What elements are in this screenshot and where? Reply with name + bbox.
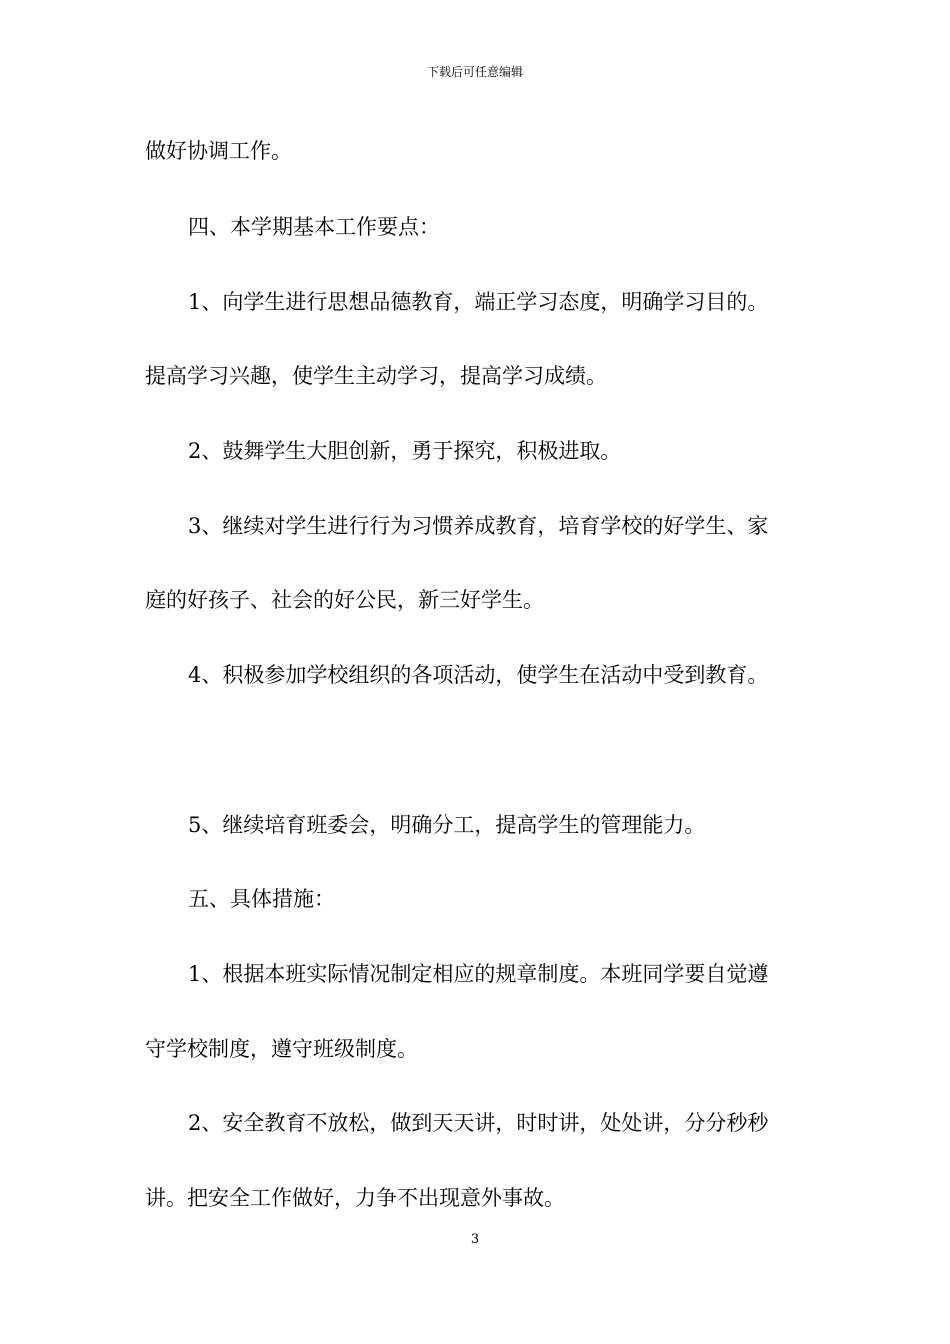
text-line: 守学校制度，遵守班级制度。 [145, 1037, 418, 1061]
text-line: 4、积极参加学校组织的各项活动，使学生在活动中受到教育。 [188, 663, 769, 687]
text-line: 3、继续对学生进行行为习惯养成教育，培育学校的好学生、家 [188, 514, 769, 538]
text-line: 2、安全教育不放松，做到天天讲，时时讲，处处讲，分分秒秒 [188, 1111, 769, 1135]
section-heading: 五、具体措施： [188, 887, 335, 911]
section-heading: 四、本学期基本工作要点： [188, 215, 440, 239]
text-line: 5、继续培育班委会，明确分工，提高学生的管理能力。 [188, 813, 706, 837]
text-line: 讲。把安全工作做好，力争不出现意外事故。 [145, 1186, 565, 1210]
text-line: 做好协调工作。 [145, 139, 292, 163]
text-line: 提高学习兴趣，使学生主动学习，提高学习成绩。 [145, 364, 607, 388]
text-line: 2、鼓舞学生大胆创新，勇于探究，积极进取。 [188, 439, 622, 463]
page-number: 3 [470, 1232, 480, 1247]
page-header: 下载后可任意编辑 [426, 65, 523, 79]
text-line: 庭的好孩子、社会的好公民，新三好学生。 [145, 588, 544, 612]
text-line: 1、根据本班实际情况制定相应的规章制度。本班同学要自觉遵 [188, 962, 769, 986]
text-line: 1、向学生进行思想品德教育，端正学习态度，明确学习目的。 [188, 290, 769, 314]
